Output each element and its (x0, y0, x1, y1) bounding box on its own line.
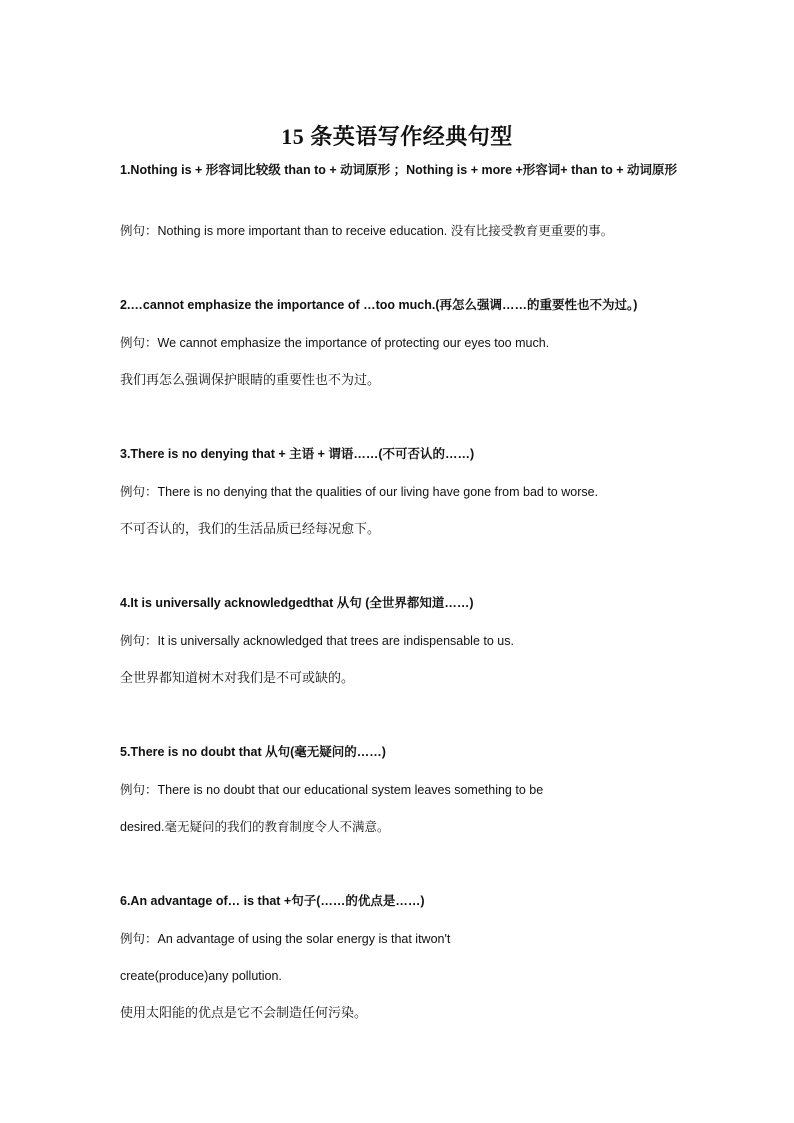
section-2-example: 例句：We cannot emphasize the importance of protecting our eyes too much. (120, 336, 550, 350)
section-3-translation: 不可否认的，我们的生活品质已经每况愈下。 (120, 521, 381, 536)
section-2-translation: 我们再怎么强调保护眼睛的重要性也不为过。 (120, 372, 381, 387)
section-3-example: 例句：There is no denying that the qualities of our living have gone from bad to worse. (120, 485, 599, 499)
section-6-heading: 6.An advantage of… is that +句子(……的优点是……) (120, 894, 425, 908)
section-1-example: 例句：Nothing is more important than to receive education. 没有比接受教育更重要的事。 (120, 224, 614, 238)
section-5-heading: 5.There is no doubt that 从句(毫无疑问的……) (120, 745, 386, 759)
section-5-example-continued: desired.毫无疑问的我们的教育制度令人不满意。 (120, 820, 390, 834)
section-5-example: 例句：There is no doubt that our educational system leaves something to be (120, 783, 544, 797)
section-4-example: 例句：It is universally acknowledged that trees are indispensable to us. (120, 634, 514, 648)
section-1-heading: 1.Nothing is + 形容词比较级 than to + 动词原形 ；Nothing is + more +形容词+ than to + 动词原形 (120, 163, 677, 177)
section-3-heading: 3.There is no denying that + 主语 + 谓语……(不可否认的……) (120, 447, 475, 461)
section-6-example: 例句：An advantage of using the solar energy is that itwon't (120, 932, 451, 946)
section-4-translation: 全世界都知道树木对我们是不可或缺的。 (120, 670, 355, 685)
page-title: 15 条英语写作经典句型 (281, 124, 513, 149)
section-6-translation: 使用太阳能的优点是它不会制造任何污染。 (120, 1005, 368, 1020)
section-6-example-continued: create(produce)any pollution. (120, 969, 282, 983)
section-2-heading: 2.…cannot emphasize the importance of …too much.(再怎么强调……的重要性也不为过。) (120, 298, 638, 312)
section-4-heading: 4.It is universally acknowledgedthat 从句 (全世界都知道……) (120, 596, 474, 610)
